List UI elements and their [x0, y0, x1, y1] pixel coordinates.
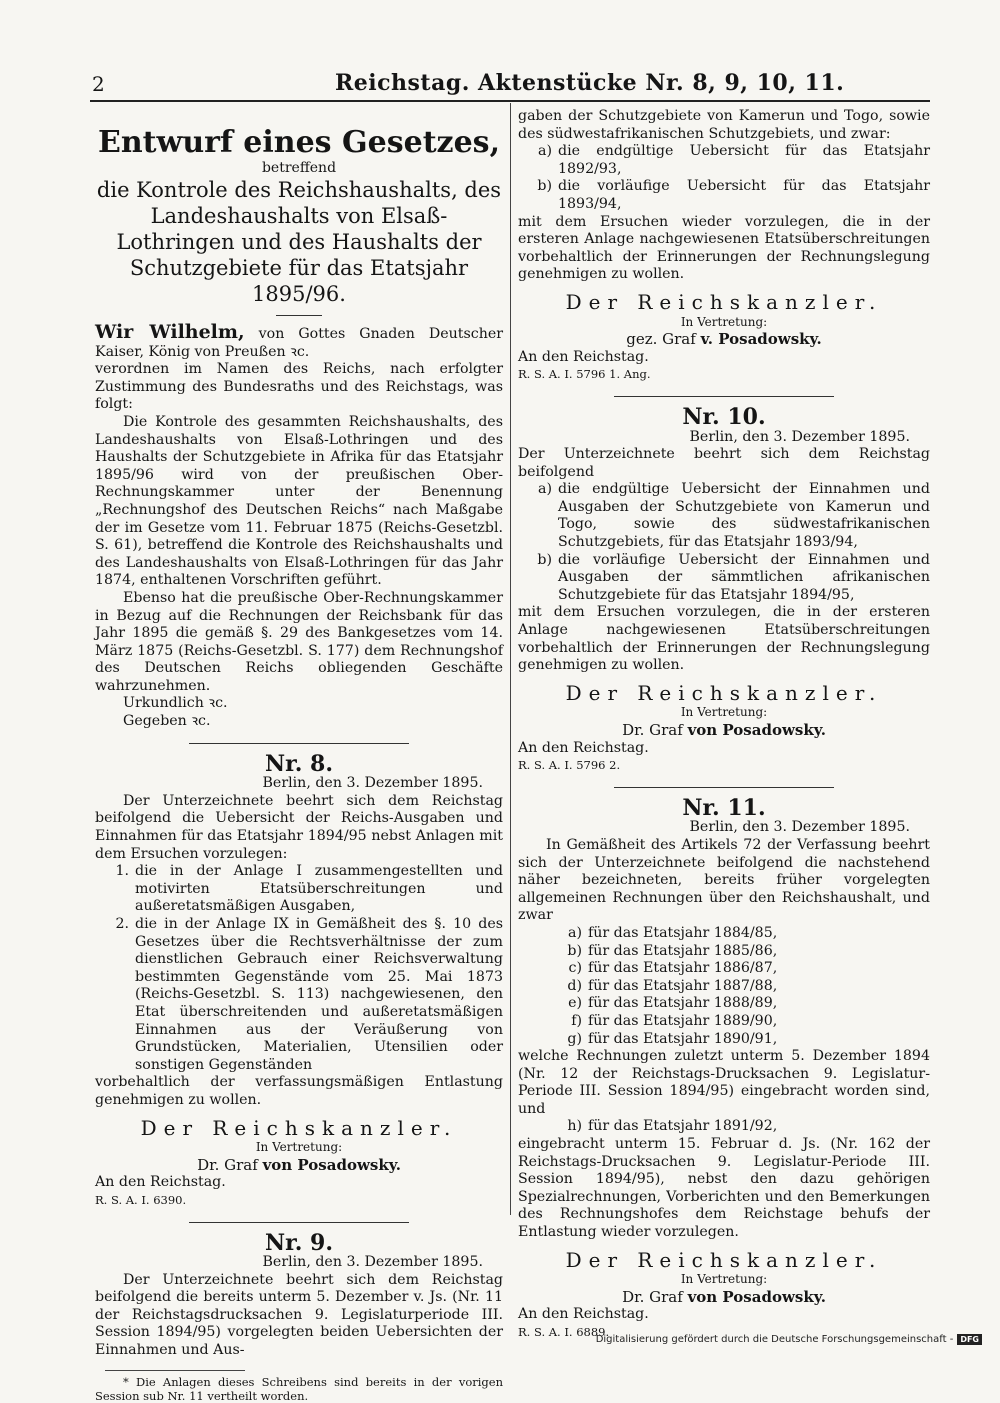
list-item	[548, 943, 930, 961]
betreffend-label: betreffend	[261, 160, 337, 176]
nr8-signer: Der Reichskanzler.	[140, 1115, 458, 1140]
nr11-intro: In Gemäßheit des Artikels 72 der Verfassung beehrt sich der Unterzeichnete beifolgend die nachstehend näher bezeichneten, bereits früher vorgelegten allgemeinen Rechnungen über den Reichshaushalt, und zwar	[518, 836, 930, 924]
list-item	[548, 960, 930, 978]
nr11-date: Berlin, den 3. Dezember 1895.	[689, 819, 910, 836]
list-item-text: die endgültige Uebersicht für das Etatsjahr 1892/93,	[558, 143, 930, 177]
nr9-signature	[518, 331, 930, 349]
list-item	[548, 995, 930, 1013]
nr8-intro: Der Unterzeichnete beehrt sich dem Reichstag beifolgend die Uebersicht der Reichs-Ausgaben und Einnahmen für das Etatsjahr 1894/95 nebst Anlagen mit dem Ersuchen vorzulegen:	[95, 792, 503, 862]
list-item	[548, 978, 930, 996]
list-item-text: für das Etatsjahr 1885/86,	[588, 942, 778, 959]
nr9-reference: R. S. A. I. 5796 1. Ang.	[518, 367, 651, 382]
list-item-text: für das Etatsjahr 1890/91,	[588, 1030, 778, 1047]
list-item-label: a)	[538, 143, 552, 160]
list-item-label: h)	[567, 1118, 582, 1135]
header-rule	[90, 100, 930, 102]
nr9-recipient: An den Reichstag.	[518, 348, 649, 365]
nr8-recipient: An den Reichstag.	[95, 1174, 226, 1191]
signature-prefix: gez. Graf	[626, 330, 696, 349]
list-item-label: b)	[537, 551, 552, 568]
list-item-label: c)	[568, 960, 582, 977]
list-item	[518, 1118, 930, 1136]
list-item-text: für das Etatsjahr 1887/88,	[588, 977, 778, 994]
list-item-text: die endgültige Uebersicht der Einnahmen und Ausgaben der Schutzgebiete von Kamerun und Togo, sowie des südwestafrikanischen Schutzgebiets, für das Etatsjahr 1893/94,	[558, 481, 930, 551]
nr10-closing: mit dem Ersuchen vorzulegen, die in der ersteren Anlage nachgewiesenen Etatsüberschreitungen vorbehaltlich der Erinnerungen der Rechnungslegung genehmigen zu wollen.	[518, 604, 930, 674]
nr10-signer: Der Reichskanzler.	[565, 680, 883, 705]
list-item-label: 1.	[115, 863, 129, 880]
list-item-label: f)	[571, 1012, 582, 1029]
list-item-label: 2.	[115, 916, 129, 932]
list-item-text: für das Etatsjahr 1889/90,	[588, 1012, 778, 1029]
nr11-closing: eingebracht unterm 15. Februar d. Js. (Nr. 162 der Reichstags-Drucksachen 9. Legislatur-Periode III. Session 1894/95), nebst den dazu gehörigen Spezialrechnungen, Vorberichten und den Bemerkungen des Rechnungshofes dem Reichstage behufs der Entlastung wieder vorzulegen.	[518, 1136, 930, 1241]
list-item-label: d)	[567, 977, 582, 994]
nr9-text: Der Unterzeichnete beehrt sich dem Reichstag beifolgend die bereits unterm 5. Dezember v. Js. (Nr. 11 der Reichstagsdrucksachen 9. Legislaturperiode III. Session 1894/95) vorgelegten beiden Uebersichten der Einnahmen und Aus-	[95, 1271, 503, 1359]
left-column	[95, 108, 503, 1403]
list-item	[95, 863, 503, 916]
nr10-intro: Der Unterzeichnete beehrt sich dem Reichstag beifolgend	[518, 446, 930, 480]
list-item-text: für das Etatsjahr 1886/87,	[588, 960, 778, 977]
nr8-closing: vorbehaltlich der verfassungsmäßigen Entlastung genehmigen zu wollen.	[95, 1074, 503, 1108]
list-item	[548, 1031, 930, 1049]
verordnen-text: verordnen im Namen des Reichs, nach erfolgter Zustimmung des Bundesraths und des Reichstags, was folgt:	[95, 361, 503, 413]
list-item	[518, 143, 930, 178]
list-item	[518, 552, 930, 605]
signature-prefix: Dr. Graf	[622, 721, 683, 739]
footer-text: Digitalisierung gefördert durch die Deutsche Forschungsgemeinschaft -	[595, 1334, 954, 1345]
title-rule	[276, 315, 322, 316]
nr10-signature	[518, 722, 930, 740]
list-item-text: für das Etatsjahr 1884/85,	[588, 924, 778, 941]
wir-line	[95, 321, 504, 361]
list-item-text: für das Etatsjahr 1888/89,	[588, 995, 778, 1012]
list-item-text: für das Etatsjahr 1891/92,	[588, 1118, 778, 1135]
running-title: Reichstag. Aktenstücke Nr. 8, 9, 10, 11.	[335, 70, 845, 96]
list-item	[548, 1013, 930, 1031]
nr8-date: Berlin, den 3. Dezember 1895.	[262, 775, 483, 792]
signature-name: v. Posadowsky.	[700, 330, 822, 349]
list-item-label: b)	[537, 178, 552, 195]
section-rule	[189, 1222, 409, 1223]
list-item-label: a)	[538, 481, 552, 498]
signature-name: von Posadowsky.	[687, 1287, 826, 1306]
list-item-label: e)	[568, 995, 582, 1012]
nr11-signature	[518, 1289, 930, 1307]
nr8-vertretung: In Vertretung:	[255, 1140, 343, 1155]
signature-name: von Posadowsky.	[262, 1155, 401, 1174]
law-paragraph-2: Ebenso hat die preußische Ober-Rechnungskammer in Bezug auf die Rechnungen der Reichsbank für das Jahr 1895 die gemäß §. 29 des Bankgesetzes vom 14. März 1875 (Reichs-Gesetzbl. S. 177) dem Rechnungshof des Deutschen Reichs obliegenden Geschäfte wahrzunehmen.	[95, 589, 503, 694]
nr11-middle: welche Rechnungen zuletzt unterm 5. Dezember 1894 (Nr. 12 der Reichstags-Drucksachen 9. Legislatur-Periode III. Session 1894/95) eingebracht worden sind, und	[518, 1048, 930, 1117]
section-rule	[189, 743, 409, 744]
list-item	[548, 925, 930, 943]
nr8-reference: R. S. A. I. 6390.	[95, 1192, 187, 1207]
section-rule	[614, 396, 834, 397]
gegeben-text: Gegeben ꝛc.	[123, 713, 211, 730]
list-item-text: die in der Anlage I zusammengestellten und motivirten Etatsüberschreitungen und außeretatsmäßigen Ausgaben,	[135, 863, 503, 915]
nr9-heading: Nr. 9.	[265, 1229, 333, 1256]
list-item	[518, 178, 930, 213]
law-paragraph-1: Die Kontrole des gesammten Reichshaushalts, des Landeshaushalts von Elsaß-Lothringen und des Haushalts der Schutzgebiete in Afrika für das Etatsjahr 1895/96 wird von der preußischen Ober-Rechnungskammer unter der Benennung „Rechnungshof des Deutschen Reichs“ nach Maßgabe der im Gesetze vom 11. Februar 1875 (Reichs-Gesetzbl. S. 61), betreffend die Kontrole des Reichshaushalts und des Landeshaushalts von Elsaß-Lothringen für das Jahr 1874, enthaltenen Vorschriften geführt.	[95, 413, 503, 589]
law-title: Entwurf eines Gesetzes,	[97, 125, 501, 160]
list-item-text: die vorläufige Uebersicht der Einnahmen und Ausgaben der sämmtlichen afrikanischen Schutzgebiete für das Etatsjahr 1894/95,	[558, 551, 930, 603]
list-item	[95, 916, 503, 1074]
nr11-year-list	[518, 925, 930, 1048]
nr11-signer: Der Reichskanzler.	[565, 1247, 883, 1272]
nr11-heading: Nr. 11.	[682, 794, 766, 821]
nr9-signer: Der Reichskanzler.	[565, 289, 883, 314]
list-item-label: b)	[567, 942, 582, 959]
nr11-recipient: An den Reichstag.	[518, 1306, 649, 1323]
list-item-label: g)	[567, 1030, 582, 1047]
wir-rest: von Gottes Gnaden Deutscher Kaiser, König von Preußen ꝛc.	[95, 326, 504, 360]
footnote-rule	[105, 1370, 245, 1371]
digitization-footer	[596, 1334, 982, 1345]
footnote: * Die Anlagen dieses Schreibens sind bereits in der vorigen Session sub Nr. 11 vertheilt worden.	[95, 1374, 503, 1403]
list-item-text: die in der Anlage IX in Gemäßheit des §. 10 des Gesetzes über die Rechtsverhältnisse der zum dienstlichen Gebrauch einer Reichsverwaltung bestimmten Gegenstände vom 25. Mai 1873 (Reichs-Gesetzbl. S. 113) nachgewiesenen, den Etat überschreitenden und außeretatsmäßigen Einnahmen aus der Veräußerung von Grundstücken, Materialien, Utensilien oder sonstigen Gegenständen	[135, 916, 503, 1073]
nr9-date: Berlin, den 3. Dezember 1895.	[262, 1254, 483, 1271]
section-rule	[614, 787, 834, 788]
nr11-reference: R. S. A. I. 6889.	[518, 1325, 610, 1339]
nr10-date: Berlin, den 3. Dezember 1895.	[689, 428, 910, 445]
law-subtitle: die Kontrole des Reichshaushalts, des Landeshaushalts von Elsaß-Lothringen und des Haushalts der Schutzgebiete für das Etatsjahr 1895/96.	[96, 178, 502, 306]
nr10-vertretung: In Vertretung:	[680, 705, 768, 720]
wir-wilhelm: Wir Wilhelm,	[95, 321, 245, 343]
nr9-vertretung: In Vertretung:	[680, 314, 768, 329]
nr10-heading: Nr. 10.	[682, 403, 766, 430]
page-number: 2	[92, 72, 105, 96]
urkundlich-text: Urkundlich ꝛc.	[123, 695, 228, 712]
list-item-text: die vorläufige Uebersicht für das Etatsjahr 1893/94,	[558, 178, 930, 212]
nr9-continuation: gaben der Schutzgebiete von Kamerun und Togo, sowie des südwestafrikanischen Schutzgebiets, und zwar:	[518, 108, 930, 142]
list-item	[518, 481, 930, 551]
nr9-closing: mit dem Ersuchen wieder vorzulegen, die in der ersteren Anlage nachgewiesenen Etatsüberschreitungen vorbehaltlich der Erinnerungen der Rechnungslegung genehmigen zu wollen.	[518, 213, 930, 283]
signature-name: von Posadowsky.	[687, 721, 826, 739]
nr10-recipient: An den Reichstag.	[518, 739, 649, 756]
nr8-heading: Nr. 8.	[265, 750, 333, 777]
nr11-vertretung: In Vertretung:	[680, 1272, 768, 1287]
nr8-signature	[95, 1157, 503, 1175]
right-column	[518, 108, 930, 1342]
signature-prefix: Dr. Graf	[622, 1287, 683, 1306]
nr10-reference: R. S. A. I. 5796 2.	[518, 758, 621, 773]
column-divider	[510, 103, 511, 1215]
signature-prefix: Dr. Graf	[197, 1155, 258, 1174]
dfg-logo: DFG	[957, 1334, 982, 1345]
list-item-label: a)	[568, 924, 582, 941]
